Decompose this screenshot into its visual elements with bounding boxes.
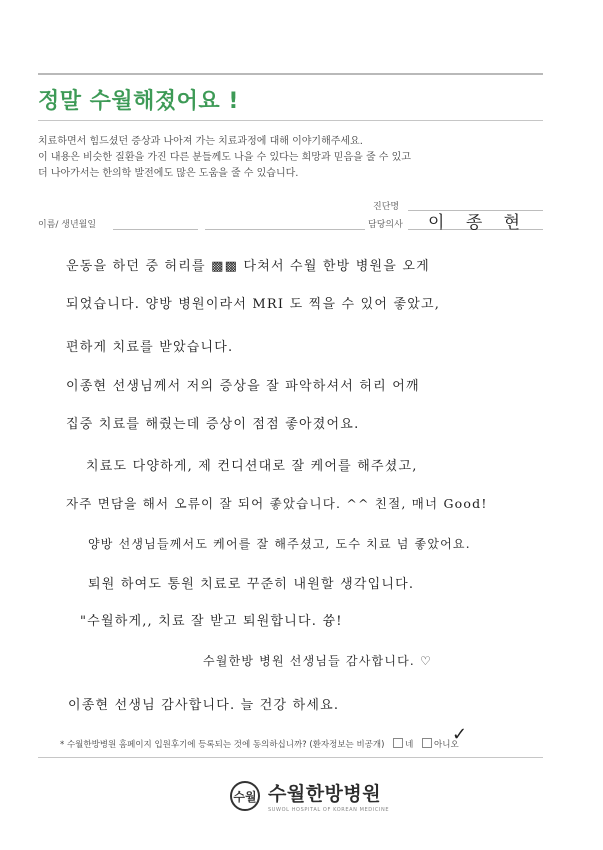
doctor-label: 담당의사 — [368, 220, 403, 230]
review-line: 운동을 하던 중 허리를 ▩▩ 다쳐서 수월 한방 병원을 오게 — [66, 259, 430, 274]
review-line: 이종현 선생님 감사합니다. 늘 건강 하세요. — [68, 698, 340, 713]
consent-no-checkbox[interactable] — [422, 738, 432, 748]
diagnosis-label: 진단명 — [373, 202, 400, 212]
review-line: 편하게 치료를 받았습니다. — [66, 340, 234, 355]
review-line: 이종현 선생님께서 저의 증상을 잘 파악하셔서 허리 어깨 — [66, 379, 420, 394]
intro-line: 치료하면서 힘드셨던 증상과 나아져 가는 치료과정에 대해 이야기해주세요. — [38, 136, 363, 147]
check-mark-icon: ✓ — [452, 724, 468, 745]
name-birth-label: 이름/ 생년월일 — [38, 220, 97, 230]
intro-text — [38, 134, 411, 182]
top-divider — [38, 73, 543, 75]
title-divider — [38, 120, 543, 121]
review-line: "수월하게,, 치료 잘 받고 퇴원합니다. 쓩! — [80, 614, 343, 629]
intro-line: 이 내용은 비슷한 질환을 가진 다른 분들께도 나을 수 있다는 희망과 믿음을 줄 수 있고 — [38, 152, 411, 163]
logo-mark-icon: 수월 — [230, 781, 260, 811]
review-line: 수월한방 병원 선생님들 감사합니다. ♡ — [203, 654, 432, 668]
consent-text: * 수월한방병원 홈페이지 입원후기에 등록되는 것에 동의하십니까? (환자정보는 비공개) — [60, 740, 385, 750]
consent-question — [60, 738, 459, 750]
review-line: 양방 선생님들께서도 케어를 잘 해주셨고, 도수 치료 넘 좋았어요. — [88, 537, 471, 551]
bottom-divider — [38, 757, 543, 758]
consent-no-label: 아니오 — [434, 740, 459, 750]
birthdate-field — [205, 229, 365, 230]
name-field — [113, 229, 198, 230]
intro-line: 더 나아가서는 한의학 발전에도 많은 도움을 줄 수 있습니다. — [38, 168, 299, 179]
page-title: 정말 수월해졌어요 ! — [38, 89, 239, 114]
hospital-logo — [230, 779, 389, 813]
review-line: 치료도 다양하게, 제 컨디션대로 잘 케어를 해주셨고, — [86, 459, 418, 474]
hospital-english-name: SUWOL HOSPITAL OF KOREAN MEDICINE — [268, 807, 390, 813]
consent-yes-label: 네 — [405, 740, 414, 750]
review-line: 되었습니다. 양방 병원이라서 MRI 도 찍을 수 있어 좋았고, — [66, 297, 441, 312]
review-line: 자주 면담을 해서 오류이 잘 되어 좋았습니다. ^^ 친절, 매너 Good! — [66, 496, 488, 511]
review-line: 퇴원 하여도 통원 치료로 꾸준히 내원할 생각입니다. — [88, 577, 415, 592]
hospital-name: 수월한방병원 — [268, 783, 382, 805]
consent-yes-checkbox[interactable] — [393, 738, 403, 748]
doctor-handwritten-name: 이 종 현 — [428, 213, 529, 233]
review-line: 집중 치료를 해줬는데 증상이 점점 좋아졌어요. — [66, 417, 360, 432]
